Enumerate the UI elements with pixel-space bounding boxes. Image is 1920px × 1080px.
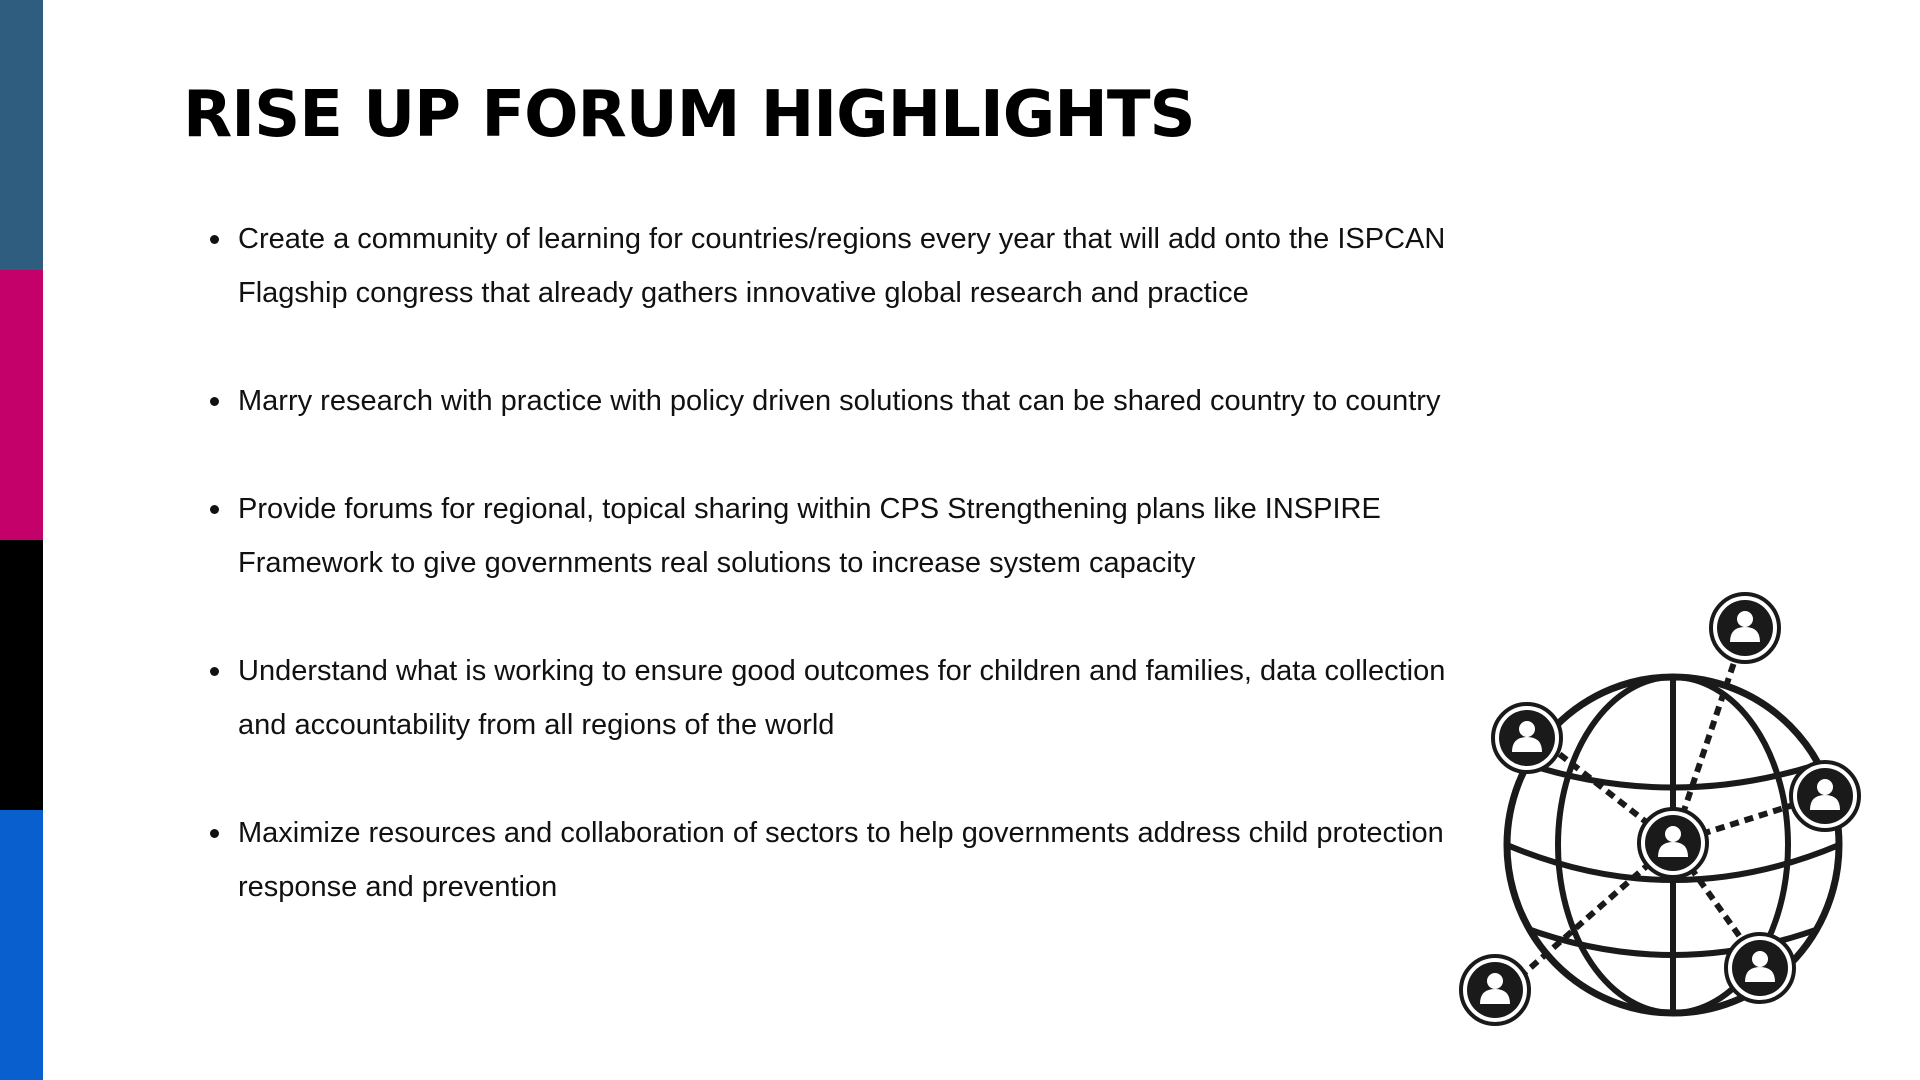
bullet-dot-icon (210, 829, 219, 838)
bullet-dot-icon (210, 505, 219, 514)
list-item-text: Create a community of learning for countries/regions every year that will add onto the ISPCAN Flagship congress that already gathers innovative global research and practice (238, 223, 1446, 309)
list-item (183, 806, 1453, 914)
list-item-text: Understand what is working to ensure good outcomes for children and families, data collection and accountability from all regions of the world (238, 655, 1446, 741)
highlights-list (183, 212, 1453, 968)
list-item (183, 212, 1453, 320)
side-bar-segment-slate-blue (0, 0, 43, 270)
side-bar-segment-black (0, 540, 43, 810)
slide-title: RISE UP FORUM HIGHLIGHTS (183, 78, 1195, 152)
bullet-dot-icon (210, 235, 219, 244)
side-bar-segment-blue (0, 810, 43, 1080)
color-side-bar (0, 0, 43, 1080)
list-item (183, 644, 1453, 752)
side-bar-segment-magenta (0, 270, 43, 540)
list-item-text: Maximize resources and collaboration of sectors to help governments address child protection response and prevention (238, 817, 1444, 903)
list-item (183, 374, 1453, 428)
bullet-dot-icon (210, 397, 219, 406)
list-item (183, 482, 1453, 590)
list-item-text: Marry research with practice with policy driven solutions that can be shared country to country (238, 385, 1441, 417)
global-network-people-icon (1455, 590, 1865, 1030)
list-item-text: Provide forums for regional, topical sharing within CPS Strengthening plans like INSPIRE Framework to give governments real solutions to increase system capacity (238, 493, 1381, 579)
bullet-dot-icon (210, 667, 219, 676)
